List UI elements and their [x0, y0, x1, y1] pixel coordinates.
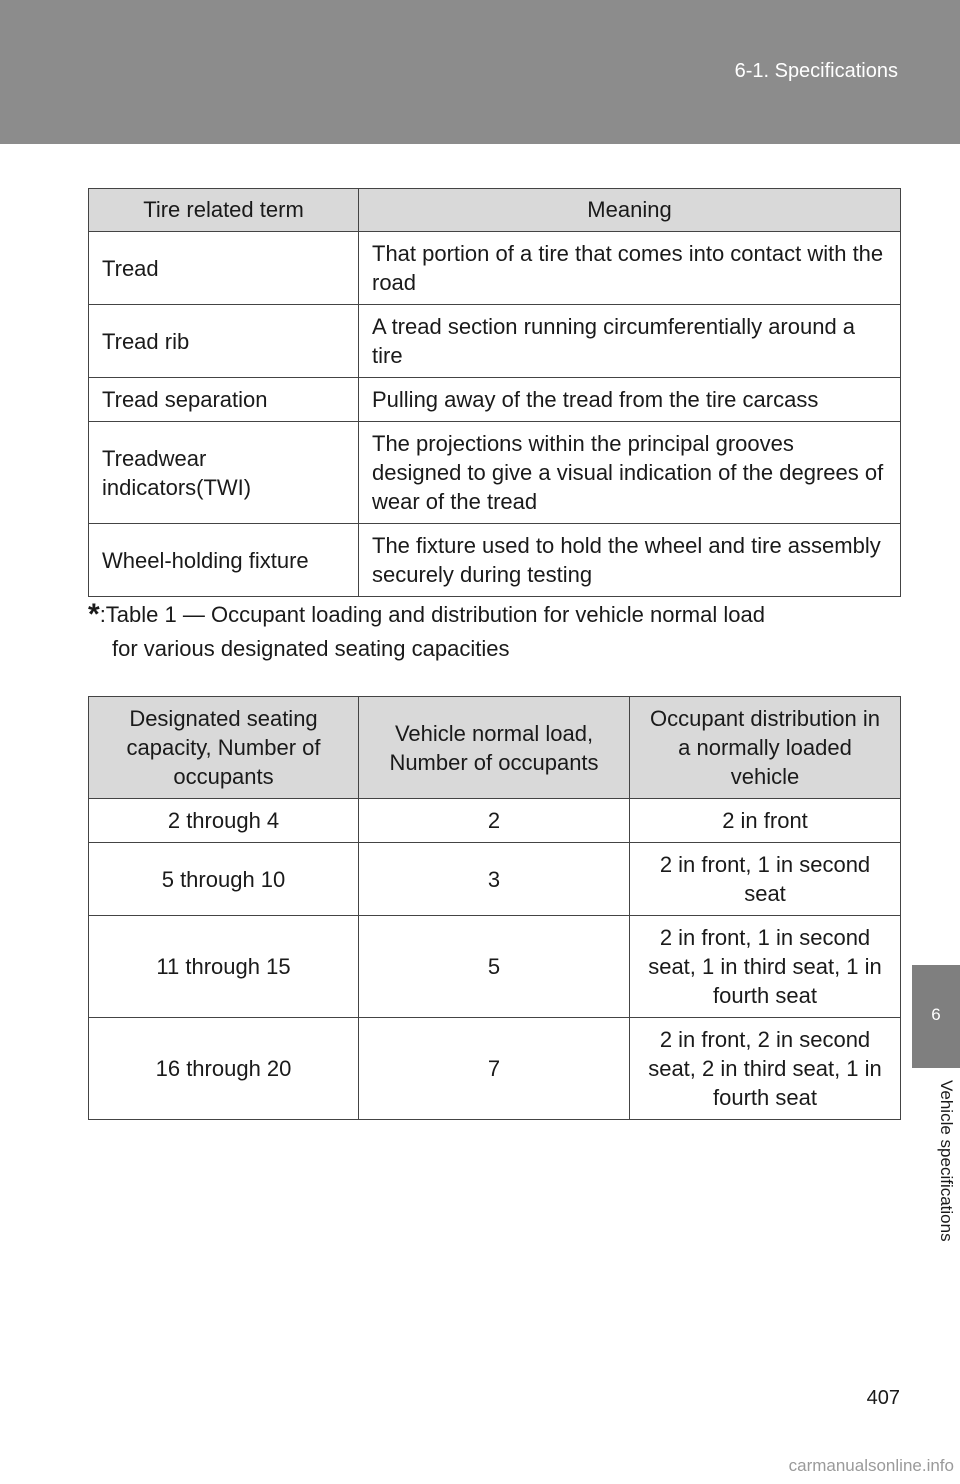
column-header: Vehicle normal load, Number of occupants: [359, 697, 630, 799]
table-header-row: [89, 189, 901, 232]
normal-load-cell: 7: [359, 1018, 630, 1120]
footnote-line-1: :Table 1 — Occupant loading and distribution for vehicle normal load: [99, 602, 765, 627]
distribution-cell: 2 in front: [630, 799, 901, 843]
distribution-cell: 2 in front, 2 in second seat, 2 in third seat, 1 in fourth seat: [630, 1018, 901, 1120]
term-cell: Wheel-holding fixture: [89, 524, 359, 597]
table-row: [89, 524, 901, 597]
capacity-cell: 2 through 4: [89, 799, 359, 843]
table-row: [89, 799, 901, 843]
meaning-cell: The projections within the principal grooves designed to give a visual indication of the degrees of wear of the tread: [359, 422, 901, 524]
table-row: [89, 1018, 901, 1120]
normal-load-cell: 2: [359, 799, 630, 843]
term-cell: Tread rib: [89, 305, 359, 378]
capacity-cell: 11 through 15: [89, 916, 359, 1018]
column-header: Meaning: [359, 189, 901, 232]
column-header: Tire related term: [89, 189, 359, 232]
seating-capacity-table: [88, 696, 901, 1120]
footnote-line-2: for various designated seating capacities: [112, 636, 510, 661]
column-header: Designated seating capacity, Number of occupants: [89, 697, 359, 799]
table-row: [89, 916, 901, 1018]
header-bar: [0, 0, 960, 144]
capacity-cell: 16 through 20: [89, 1018, 359, 1120]
table-row: [89, 305, 901, 378]
meaning-cell: That portion of a tire that comes into contact with the road: [359, 232, 901, 305]
table-row: [89, 422, 901, 524]
term-cell: Treadwear indicators(TWI): [89, 422, 359, 524]
meaning-cell: The fixture used to hold the wheel and tire assembly securely during testing: [359, 524, 901, 597]
normal-load-cell: 3: [359, 843, 630, 916]
distribution-cell: 2 in front, 1 in second seat, 1 in third seat, 1 in fourth seat: [630, 916, 901, 1018]
table-row: [89, 232, 901, 305]
table-row: [89, 378, 901, 422]
page-number: 407: [866, 1387, 900, 1409]
distribution-cell: 2 in front, 1 in second seat: [630, 843, 901, 916]
table-row: [89, 843, 901, 916]
term-cell: Tread separation: [89, 378, 359, 422]
table-header-row: [89, 697, 901, 799]
column-header: Occupant distribution in a normally loaded vehicle: [630, 697, 901, 799]
chapter-number: 6: [931, 1005, 941, 1024]
capacity-cell: 5 through 10: [89, 843, 359, 916]
tire-terms-table: [88, 188, 901, 597]
chapter-label: Vehicle specifications: [937, 1080, 956, 1242]
footnote-marker: *: [88, 598, 100, 631]
table-footnote: [88, 598, 900, 666]
normal-load-cell: 5: [359, 916, 630, 1018]
watermark: carmanualsonline.info: [788, 1456, 954, 1475]
meaning-cell: A tread section running circumferentially around a tire: [359, 305, 901, 378]
meaning-cell: Pulling away of the tread from the tire carcass: [359, 378, 901, 422]
section-title: 6-1. Specifications: [734, 60, 898, 82]
term-cell: Tread: [89, 232, 359, 305]
chapter-tab[interactable]: [912, 965, 960, 1068]
